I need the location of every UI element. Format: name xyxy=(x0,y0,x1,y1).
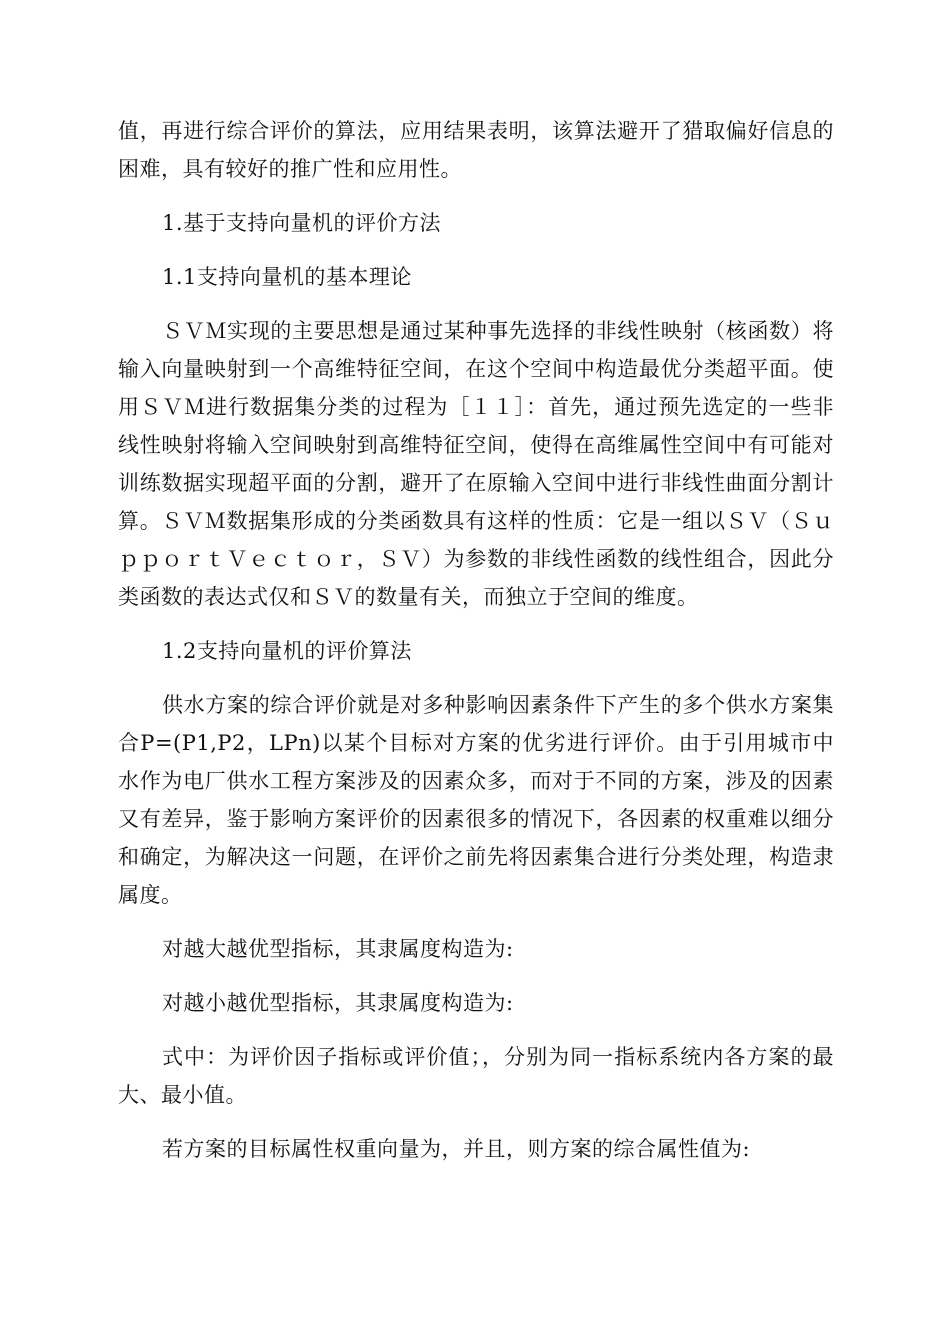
intro-paragraph: 值，再进行综合评价的算法，应用结果表明，该算法避开了猎取偏好信息的困难，具有较好的推广性和应用性。 xyxy=(118,119,834,181)
section-1-1-heading: 1.1支持向量机的基本理论 xyxy=(162,265,412,289)
where-paragraph: 式中：为评价因子指标或评价值；，分别为同一指标系统内各方案的最大、最小值。 xyxy=(118,1045,834,1107)
algorithm-paragraph: 供水方案的综合评价就是对多种影响因素条件下产生的多个供水方案集合P=(P1,P2，LPn)以某个目标对方案的优劣进行评价。由于引用城市中水作为电厂供水工程方案涉及的因素众多，而对于不同的方案，涉及的因素又有差异，鉴于影响方案评价的因素很多的情况下，各因素的权重难以细分和确定，为解决这一问题，在评价之前先将因素集合进行分类处理，构造隶属度。 xyxy=(118,693,834,907)
svm-theory-paragraph: ＳＶＭ实现的主要思想是通过某种事先选择的非线性映射（核函数）将输入向量映射到一个高维特征空间，在这个空间中构造最优分类超平面。使用ＳＶＭ进行数据集分类的过程为［１１］：首先，通过预先选定的一些非线性映射将输入空间映射到高维特征空间，使得在高维属性空间中有可能对训练数据实现超平面的分割，避开了在原输入空间中进行非线性曲面分割计算。ＳＶＭ数据集形成的分类函数具有这样的性质：它是一组以ＳＶ（ＳｕｐｐｏｒｔＶｅｃｔｏｒ，ＳＶ）为参数的非线性函数的线性组合，因此分类函数的表达式仅和ＳＶ的数量有关，而独立于空间的维度。 xyxy=(118,319,834,609)
weights-paragraph: 若方案的目标属性权重向量为，并且，则方案的综合属性值为: xyxy=(162,1137,751,1161)
larger-better-paragraph: 对越大越优型指标，其隶属度构造为: xyxy=(162,937,514,961)
section-1-2-heading: 1.2支持向量机的评价算法 xyxy=(162,639,412,663)
smaller-better-paragraph: 对越小越优型指标，其隶属度构造为: xyxy=(162,991,514,1015)
document-page xyxy=(118,112,834,1184)
section-1-heading: 1.基于支持向量机的评价方法 xyxy=(162,211,442,235)
